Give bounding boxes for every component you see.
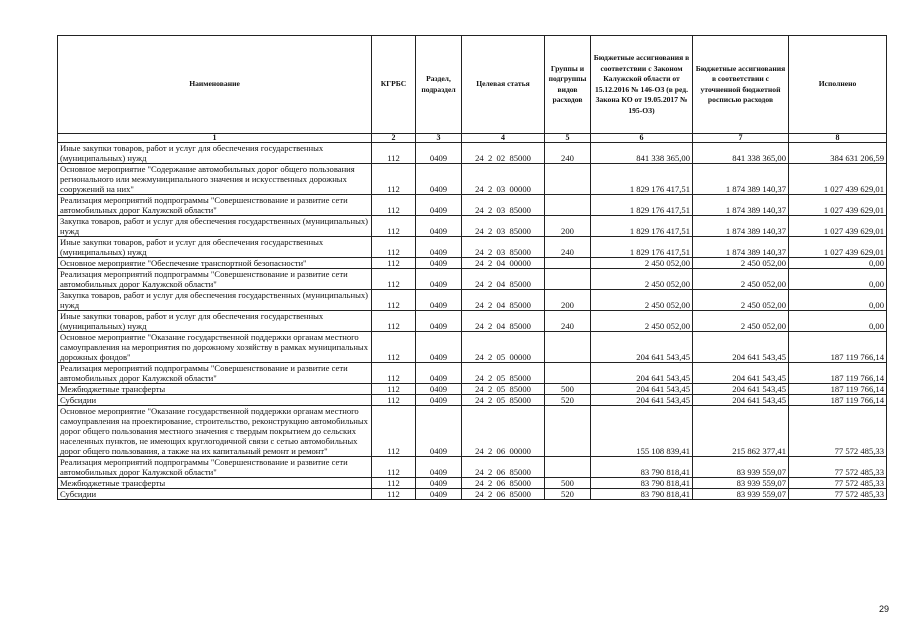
- row-section: 0409: [416, 269, 462, 290]
- row-group: 240: [545, 237, 591, 258]
- row-law-amount: 2 450 052,00: [591, 258, 693, 269]
- page-number: 29: [878, 604, 889, 614]
- row-group: 200: [545, 216, 591, 237]
- row-kgrbs: 112: [372, 164, 416, 195]
- row-section: 0409: [416, 216, 462, 237]
- header-law: Бюджетные ассигнования в соответствии с Законом Калужской области от 15.12.2016 № 146-ОЗ (в ред. Закона КО от 19.05.2017 № 195-ОЗ): [591, 36, 693, 134]
- row-name: Реализация мероприятий подпрограммы "Совершенствование и развитие сети автомобильных дорог Калужской области": [58, 363, 372, 384]
- col-number: 7: [693, 134, 789, 143]
- row-refined-amount: 2 450 052,00: [693, 269, 789, 290]
- row-name: Реализация мероприятий подпрограммы "Совершенствование и развитие сети автомобильных дорог Калужской области": [58, 195, 372, 216]
- table-row: [58, 332, 887, 363]
- row-law-amount: 155 108 839,41: [591, 406, 693, 457]
- row-law-amount: 83 790 818,41: [591, 478, 693, 489]
- table-body: [58, 143, 887, 500]
- header-target: Целевая статья: [462, 36, 545, 134]
- col-number: 1: [58, 134, 372, 143]
- table-row: [58, 311, 887, 332]
- row-target: 24 2 04 85000: [462, 311, 545, 332]
- row-refined-amount: 1 874 389 140,37: [693, 164, 789, 195]
- row-group: 520: [545, 395, 591, 406]
- row-target: 24 2 05 85000: [462, 384, 545, 395]
- row-target: 24 2 02 85000: [462, 143, 545, 164]
- row-name: Субсидии: [58, 395, 372, 406]
- row-kgrbs: 112: [372, 258, 416, 269]
- row-executed-amount: 77 572 485,33: [789, 489, 887, 500]
- table-row: [58, 395, 887, 406]
- row-executed-amount: 0,00: [789, 269, 887, 290]
- row-refined-amount: 1 874 389 140,37: [693, 195, 789, 216]
- table-row: [58, 216, 887, 237]
- row-section: 0409: [416, 384, 462, 395]
- row-name: Иные закупки товаров, работ и услуг для обеспечения государственных (муниципальных) нужд: [58, 143, 372, 164]
- row-section: 0409: [416, 406, 462, 457]
- row-target: 24 2 06 85000: [462, 457, 545, 478]
- row-refined-amount: 204 641 543,45: [693, 384, 789, 395]
- row-executed-amount: 1 027 439 629,01: [789, 237, 887, 258]
- header-row: [58, 36, 887, 134]
- row-target: 24 2 03 00000: [462, 164, 545, 195]
- table-row: [58, 384, 887, 395]
- row-kgrbs: 112: [372, 363, 416, 384]
- row-law-amount: 204 641 543,45: [591, 363, 693, 384]
- row-name: Закупка товаров, работ и услуг для обеспечения государственных (муниципальных) нужд: [58, 216, 372, 237]
- row-group: [545, 195, 591, 216]
- row-law-amount: 204 641 543,45: [591, 332, 693, 363]
- row-executed-amount: 0,00: [789, 290, 887, 311]
- row-refined-amount: 83 939 559,07: [693, 489, 789, 500]
- column-number-row: [58, 134, 887, 143]
- header-refined: Бюджетные ассигнования в соответствии с уточненной бюджетной росписью расходов: [693, 36, 789, 134]
- row-group: [545, 363, 591, 384]
- row-group: [545, 332, 591, 363]
- row-group: 240: [545, 311, 591, 332]
- table-row: [58, 489, 887, 500]
- row-target: 24 2 03 85000: [462, 195, 545, 216]
- row-group: 520: [545, 489, 591, 500]
- row-section: 0409: [416, 164, 462, 195]
- table-row: [58, 269, 887, 290]
- table-row: [58, 164, 887, 195]
- table-row: [58, 143, 887, 164]
- row-target: 24 2 05 85000: [462, 363, 545, 384]
- row-name: Основное мероприятие "Оказание государственной поддержки органам местного самоуправления на проектирование, строительство, реконструкцию автомобильных дорог общего пользования местного значения с твердым покрытием до сельских населенных пунктов, не имеющих круглогодичной связи с сетью автомобильных дорог общего пользования, а также на их капитальный ремонт и ремонт": [58, 406, 372, 457]
- row-refined-amount: 83 939 559,07: [693, 457, 789, 478]
- row-law-amount: 83 790 818,41: [591, 457, 693, 478]
- table-row: [58, 363, 887, 384]
- row-group: 500: [545, 384, 591, 395]
- header-kgrbs: КГРБС: [372, 36, 416, 134]
- row-kgrbs: 112: [372, 237, 416, 258]
- col-number: 2: [372, 134, 416, 143]
- row-refined-amount: 2 450 052,00: [693, 290, 789, 311]
- row-name: Основное мероприятие "Обеспечение транспортной безопасности": [58, 258, 372, 269]
- row-refined-amount: 2 450 052,00: [693, 258, 789, 269]
- row-name: Основное мероприятие "Содержание автомобильных дорог общего пользования регионального или межмуниципального значения и искусственных дорожных сооружений на них": [58, 164, 372, 195]
- row-section: 0409: [416, 143, 462, 164]
- row-law-amount: 841 338 365,00: [591, 143, 693, 164]
- row-executed-amount: 187 119 766,14: [789, 363, 887, 384]
- row-law-amount: 204 641 543,45: [591, 384, 693, 395]
- row-target: 24 2 06 85000: [462, 478, 545, 489]
- row-kgrbs: 112: [372, 457, 416, 478]
- row-executed-amount: 1 027 439 629,01: [789, 164, 887, 195]
- row-group: [545, 457, 591, 478]
- row-law-amount: 83 790 818,41: [591, 489, 693, 500]
- row-section: 0409: [416, 195, 462, 216]
- row-section: 0409: [416, 457, 462, 478]
- row-kgrbs: 112: [372, 384, 416, 395]
- budget-table: [57, 35, 887, 500]
- row-law-amount: 204 641 543,45: [591, 395, 693, 406]
- row-section: 0409: [416, 489, 462, 500]
- row-kgrbs: 112: [372, 290, 416, 311]
- row-law-amount: 2 450 052,00: [591, 290, 693, 311]
- table-row: [58, 406, 887, 457]
- row-executed-amount: 187 119 766,14: [789, 384, 887, 395]
- row-kgrbs: 112: [372, 269, 416, 290]
- row-executed-amount: 187 119 766,14: [789, 332, 887, 363]
- row-refined-amount: 204 641 543,45: [693, 363, 789, 384]
- header-section: Раздел, подраздел: [416, 36, 462, 134]
- row-refined-amount: 1 874 389 140,37: [693, 216, 789, 237]
- row-executed-amount: 0,00: [789, 311, 887, 332]
- row-refined-amount: 1 874 389 140,37: [693, 237, 789, 258]
- row-kgrbs: 112: [372, 478, 416, 489]
- row-name: Основное мероприятие "Оказание государственной поддержки органам местного самоуправления на мероприятия по дорожному хозяйству в рамках муниципальных дорожных фондов": [58, 332, 372, 363]
- table-row: [58, 290, 887, 311]
- row-name: Межбюджетные трансферты: [58, 478, 372, 489]
- row-name: Реализация мероприятий подпрограммы "Совершенствование и развитие сети автомобильных дорог Калужской области": [58, 269, 372, 290]
- row-section: 0409: [416, 290, 462, 311]
- header-executed: Исполнено: [789, 36, 887, 134]
- row-executed-amount: 0,00: [789, 258, 887, 269]
- table-row: [58, 478, 887, 489]
- row-kgrbs: 112: [372, 395, 416, 406]
- row-kgrbs: 112: [372, 216, 416, 237]
- col-number: 4: [462, 134, 545, 143]
- row-target: 24 2 03 85000: [462, 216, 545, 237]
- row-executed-amount: 77 572 485,33: [789, 457, 887, 478]
- row-refined-amount: 204 641 543,45: [693, 395, 789, 406]
- row-refined-amount: 841 338 365,00: [693, 143, 789, 164]
- row-section: 0409: [416, 363, 462, 384]
- row-name: Закупка товаров, работ и услуг для обеспечения государственных (муниципальных) нужд: [58, 290, 372, 311]
- table-row: [58, 195, 887, 216]
- row-kgrbs: 112: [372, 489, 416, 500]
- row-executed-amount: 1 027 439 629,01: [789, 195, 887, 216]
- row-section: 0409: [416, 311, 462, 332]
- row-section: 0409: [416, 332, 462, 363]
- row-group: 500: [545, 478, 591, 489]
- table-row: [58, 258, 887, 269]
- row-kgrbs: 112: [372, 311, 416, 332]
- row-section: 0409: [416, 478, 462, 489]
- header-name: Наименование: [58, 36, 372, 134]
- row-law-amount: 1 829 176 417,51: [591, 216, 693, 237]
- row-kgrbs: 112: [372, 332, 416, 363]
- row-law-amount: 2 450 052,00: [591, 311, 693, 332]
- row-kgrbs: 112: [372, 143, 416, 164]
- row-target: 24 2 06 00000: [462, 406, 545, 457]
- row-target: 24 2 05 00000: [462, 332, 545, 363]
- row-section: 0409: [416, 258, 462, 269]
- row-name: Реализация мероприятий подпрограммы "Совершенствование и развитие сети автомобильных дорог Калужской области": [58, 457, 372, 478]
- row-kgrbs: 112: [372, 195, 416, 216]
- row-group: [545, 406, 591, 457]
- row-refined-amount: 215 862 377,41: [693, 406, 789, 457]
- row-name: Иные закупки товаров, работ и услуг для обеспечения государственных (муниципальных) нужд: [58, 311, 372, 332]
- row-group: [545, 164, 591, 195]
- row-law-amount: 1 829 176 417,51: [591, 195, 693, 216]
- row-law-amount: 1 829 176 417,51: [591, 164, 693, 195]
- row-section: 0409: [416, 237, 462, 258]
- row-executed-amount: 77 572 485,33: [789, 406, 887, 457]
- table-row: [58, 457, 887, 478]
- row-group: 200: [545, 290, 591, 311]
- col-number: 5: [545, 134, 591, 143]
- row-executed-amount: 384 631 206,59: [789, 143, 887, 164]
- col-number: 8: [789, 134, 887, 143]
- row-target: 24 2 04 00000: [462, 258, 545, 269]
- col-number: 6: [591, 134, 693, 143]
- row-refined-amount: 2 450 052,00: [693, 311, 789, 332]
- row-kgrbs: 112: [372, 406, 416, 457]
- row-refined-amount: 83 939 559,07: [693, 478, 789, 489]
- row-executed-amount: 187 119 766,14: [789, 395, 887, 406]
- row-name: Субсидии: [58, 489, 372, 500]
- row-target: 24 2 04 85000: [462, 269, 545, 290]
- row-executed-amount: 1 027 439 629,01: [789, 216, 887, 237]
- row-target: 24 2 05 85000: [462, 395, 545, 406]
- table-row: [58, 237, 887, 258]
- row-law-amount: 1 829 176 417,51: [591, 237, 693, 258]
- header-groups: Группы и подгруппы видов расходов: [545, 36, 591, 134]
- row-executed-amount: 77 572 485,33: [789, 478, 887, 489]
- row-name: Межбюджетные трансферты: [58, 384, 372, 395]
- row-group: [545, 269, 591, 290]
- row-section: 0409: [416, 395, 462, 406]
- row-refined-amount: 204 641 543,45: [693, 332, 789, 363]
- row-group: [545, 258, 591, 269]
- row-name: Иные закупки товаров, работ и услуг для обеспечения государственных (муниципальных) нужд: [58, 237, 372, 258]
- row-target: 24 2 03 85000: [462, 237, 545, 258]
- row-target: 24 2 06 85000: [462, 489, 545, 500]
- row-group: 240: [545, 143, 591, 164]
- row-law-amount: 2 450 052,00: [591, 269, 693, 290]
- row-target: 24 2 04 85000: [462, 290, 545, 311]
- col-number: 3: [416, 134, 462, 143]
